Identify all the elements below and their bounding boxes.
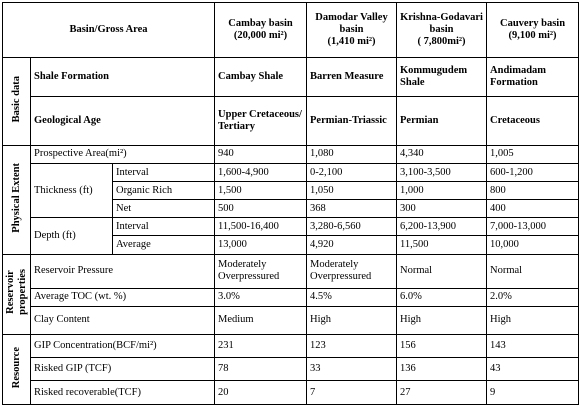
- row-label-depth: Depth (ft): [31, 218, 113, 254]
- cell-risked-rec-krishna: 27: [397, 381, 487, 405]
- table-row: [3, 334, 579, 357]
- group-reservoir-properties: Reservoir properties: [3, 254, 31, 334]
- cell-risked-gip-krishna: 136: [397, 358, 487, 381]
- table-row: [3, 145, 579, 163]
- group-basic-data: Basic data: [3, 58, 31, 145]
- row-label-thickness: Thickness (ft): [31, 163, 113, 217]
- cell-clay-cauvery: High: [487, 306, 579, 334]
- cell-gip-conc-cambay: 231: [215, 334, 307, 357]
- cell-pressure-cauvery: Normal: [487, 254, 579, 288]
- cell-age-damodar: Permian-Triassic: [307, 96, 397, 145]
- cell-risked-rec-cambay: 20: [215, 381, 307, 405]
- cell-pressure-krishna: Normal: [397, 254, 487, 288]
- cell-prospective-krishna: 4,340: [397, 145, 487, 163]
- cell-toc-cauvery: 2.0%: [487, 288, 579, 306]
- cell-clay-cambay: Medium: [215, 306, 307, 334]
- cell-age-krishna: Permian: [397, 96, 487, 145]
- cell-risked-rec-cauvery: 9: [487, 381, 579, 405]
- header-row: [3, 3, 579, 58]
- table-row: [3, 218, 579, 236]
- table-row: [3, 96, 579, 145]
- basin-header-cauvery: Cauvery basin (9,100 mi²): [487, 3, 579, 58]
- basin-gross-area-header: Basin/Gross Area: [3, 3, 215, 58]
- cell-prospective-cambay: 940: [215, 145, 307, 163]
- sub-label-thickness-interval: Interval: [113, 163, 215, 181]
- cell-clay-krishna: High: [397, 306, 487, 334]
- cell-pressure-cambay: Moderately Overpressured: [215, 254, 307, 288]
- shale-gas-basin-table: [2, 2, 579, 405]
- cell-gip-conc-damodar: 123: [307, 334, 397, 357]
- cell-toc-damodar: 4.5%: [307, 288, 397, 306]
- cell-risked-gip-damodar: 33: [307, 358, 397, 381]
- table-row: [3, 163, 579, 181]
- cell-thickness-interval-damodar: 0-2,100: [307, 163, 397, 181]
- cell-depth-average-damodar: 4,920: [307, 236, 397, 254]
- cell-clay-damodar: High: [307, 306, 397, 334]
- table-row: [3, 358, 579, 381]
- row-label-risked-recoverable: Risked recoverable(TCF): [31, 381, 215, 405]
- table-row: [3, 58, 579, 96]
- cell-gip-conc-krishna: 156: [397, 334, 487, 357]
- row-label-geological-age: Geological Age: [31, 96, 215, 145]
- cell-age-cauvery: Cretaceous: [487, 96, 579, 145]
- cell-thickness-interval-krishna: 3,100-3,500: [397, 163, 487, 181]
- cell-risked-rec-damodar: 7: [307, 381, 397, 405]
- cell-thickness-net-cambay: 500: [215, 200, 307, 218]
- row-label-reservoir-pressure: Reservoir Pressure: [31, 254, 215, 288]
- table-row: [3, 306, 579, 334]
- cell-gip-conc-cauvery: 143: [487, 334, 579, 357]
- row-label-risked-gip: Risked GIP (TCF): [31, 358, 215, 381]
- cell-depth-interval-cambay: 11,500-16,400: [215, 218, 307, 236]
- sub-label-thickness-net: Net: [113, 200, 215, 218]
- cell-shale-cauvery: Andimadam Formation: [487, 58, 579, 96]
- sub-label-thickness-organic-rich: Organic Rich: [113, 182, 215, 200]
- cell-prospective-damodar: 1,080: [307, 145, 397, 163]
- cell-thickness-net-krishna: 300: [397, 200, 487, 218]
- row-label-clay-content: Clay Content: [31, 306, 215, 334]
- cell-thickness-organic-damodar: 1,050: [307, 182, 397, 200]
- cell-thickness-net-damodar: 368: [307, 200, 397, 218]
- cell-pressure-damodar: Moderately Overpressured: [307, 254, 397, 288]
- cell-thickness-interval-cauvery: 600-1,200: [487, 163, 579, 181]
- cell-shale-damodar: Barren Measure: [307, 58, 397, 96]
- cell-depth-average-krishna: 11,500: [397, 236, 487, 254]
- cell-toc-cambay: 3.0%: [215, 288, 307, 306]
- basin-header-krishna-godavari: Krishna-Godavari basin ( 7,800mi²): [397, 3, 487, 58]
- cell-toc-krishna: 6.0%: [397, 288, 487, 306]
- cell-depth-interval-cauvery: 7,000-13,000: [487, 218, 579, 236]
- cell-risked-gip-cauvery: 43: [487, 358, 579, 381]
- basin-header-damodar: Damodar Valley basin (1,410 mi²): [307, 3, 397, 58]
- row-label-prospective-area: Prospective Area(mi²): [31, 145, 215, 163]
- cell-prospective-cauvery: 1,005: [487, 145, 579, 163]
- table-row: [3, 254, 579, 288]
- cell-thickness-organic-krishna: 1,000: [397, 182, 487, 200]
- cell-depth-average-cauvery: 10,000: [487, 236, 579, 254]
- table-row: [3, 288, 579, 306]
- cell-shale-cambay: Cambay Shale: [215, 58, 307, 96]
- sub-label-depth-interval: Interval: [113, 218, 215, 236]
- cell-depth-average-cambay: 13,000: [215, 236, 307, 254]
- sub-label-depth-average: Average: [113, 236, 215, 254]
- basin-header-cambay: Cambay basin (20,000 mi²): [215, 3, 307, 58]
- cell-depth-interval-krishna: 6,200-13,900: [397, 218, 487, 236]
- group-physical-extent: Physical Extent: [3, 145, 31, 254]
- row-label-shale-formation: Shale Formation: [31, 58, 215, 96]
- group-resource: Resource: [3, 334, 31, 404]
- cell-thickness-net-cauvery: 400: [487, 200, 579, 218]
- cell-shale-krishna: Kommugudem Shale: [397, 58, 487, 96]
- row-label-gip-concentration: GIP Concentration(BCF/mi²): [31, 334, 215, 357]
- table-row: [3, 381, 579, 405]
- row-label-average-toc: Average TOC (wt. %): [31, 288, 215, 306]
- cell-thickness-organic-cauvery: 800: [487, 182, 579, 200]
- cell-depth-interval-damodar: 3,280-6,560: [307, 218, 397, 236]
- cell-thickness-interval-cambay: 1,600-4,900: [215, 163, 307, 181]
- cell-thickness-organic-cambay: 1,500: [215, 182, 307, 200]
- cell-age-cambay: Upper Cretaceous/ Tertiary: [215, 96, 307, 145]
- cell-risked-gip-cambay: 78: [215, 358, 307, 381]
